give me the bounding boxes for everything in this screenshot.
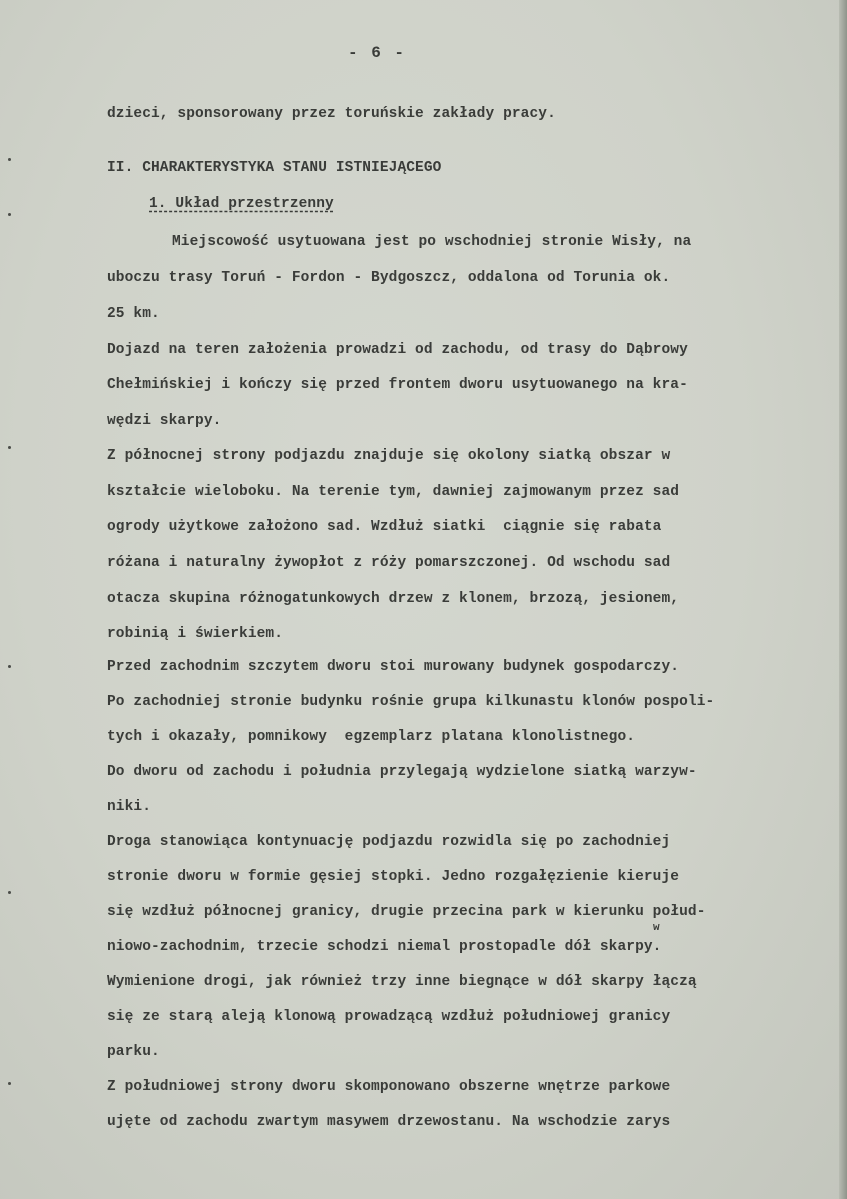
page-edge-shadow (839, 0, 847, 1199)
text-line: Wymienione drogi, jak również trzy inne biegnące w dół skarpy łączą (107, 974, 697, 990)
text-line: Droga stanowiąca kontynuację podjazdu rozwidla się po zachodniej (107, 834, 671, 850)
text-line: Miejscowość usytuowana jest po wschodniej stronie Wisły, na (172, 234, 692, 250)
handwritten-insertion: w (653, 922, 660, 934)
text-line: Z południowej strony dworu skomponowano obszerne wnętrze parkowe (107, 1079, 671, 1095)
text-line: Po zachodniej stronie budynku rośnie grupa kilkunastu klonów pospoli- (107, 694, 715, 710)
text-line: parku. (107, 1044, 160, 1060)
text-line: robinią i świerkiem. (107, 626, 284, 642)
text-line: ogrody użytkowe założono sad. Wzdłuż siatki ciągnie się rabata (107, 519, 662, 535)
text-line: różana i naturalny żywopłot z róży pomarszczonej. Od wschodu sad (107, 555, 671, 571)
text-line: Przed zachodnim szczytem dworu stoi murowany budynek gospodarczy. (107, 659, 680, 675)
text-line: wędzi skarpy. (107, 413, 222, 429)
text-line: niowo-zachodnim, trzecie schodzi niemal prostopadle dół skarpy. (107, 939, 662, 955)
text-line: Dojazd na teren założenia prowadzi od zachodu, od trasy do Dąbrowy (107, 342, 688, 358)
text-line: tych i okazały, pomnikowy egzemplarz platana klonolistnego. (107, 729, 636, 745)
text-line: się ze starą aleją klonową prowadzącą wzdłuż południowej granicy (107, 1009, 671, 1025)
text-line: dzieci, sponsorowany przez toruńskie zakłady pracy. (107, 106, 556, 122)
margin-dot (8, 1082, 11, 1085)
text-line: Chełmińskiej i kończy się przed frontem dworu usytuowanego na kra- (107, 377, 688, 393)
text-line: Do dworu od zachodu i południa przylegają wydzielone siatką warzyw- (107, 764, 697, 780)
text-line: uboczu trasy Toruń - Fordon - Bydgoszcz, oddalona od Torunia ok. (107, 270, 671, 286)
text-line: Z północnej strony podjazdu znajduje się okolony siatką obszar w (107, 448, 671, 464)
text-line: niki. (107, 799, 152, 815)
page-number: - 6 - (348, 44, 407, 62)
text-line: kształcie wieloboku. Na terenie tym, dawniej zajmowanym przez sad (107, 484, 680, 500)
margin-dot (8, 446, 11, 449)
text-line: ujęte od zachodu zwartym masywem drzewostanu. Na wschodzie zarys (107, 1114, 671, 1130)
text-line: się wzdłuż północnej granicy, drugie przecina park w kierunku połud- (107, 904, 706, 920)
text-line: otacza skupina różnogatunkowych drzew z klonem, brzozą, jesionem, (107, 591, 680, 607)
margin-dot (8, 158, 11, 161)
subsection-heading: 1. Układ przestrzenny (149, 196, 334, 212)
section-heading: II. CHARAKTERYSTYKA STANU ISTNIEJĄCEGO (107, 160, 442, 176)
margin-dot (8, 891, 11, 894)
text-line: stronie dworu w formie gęsiej stopki. Jedno rozgałęzienie kieruje (107, 869, 680, 885)
margin-dot (8, 213, 11, 216)
margin-dot (8, 665, 11, 668)
text-line: 25 km. (107, 306, 160, 322)
